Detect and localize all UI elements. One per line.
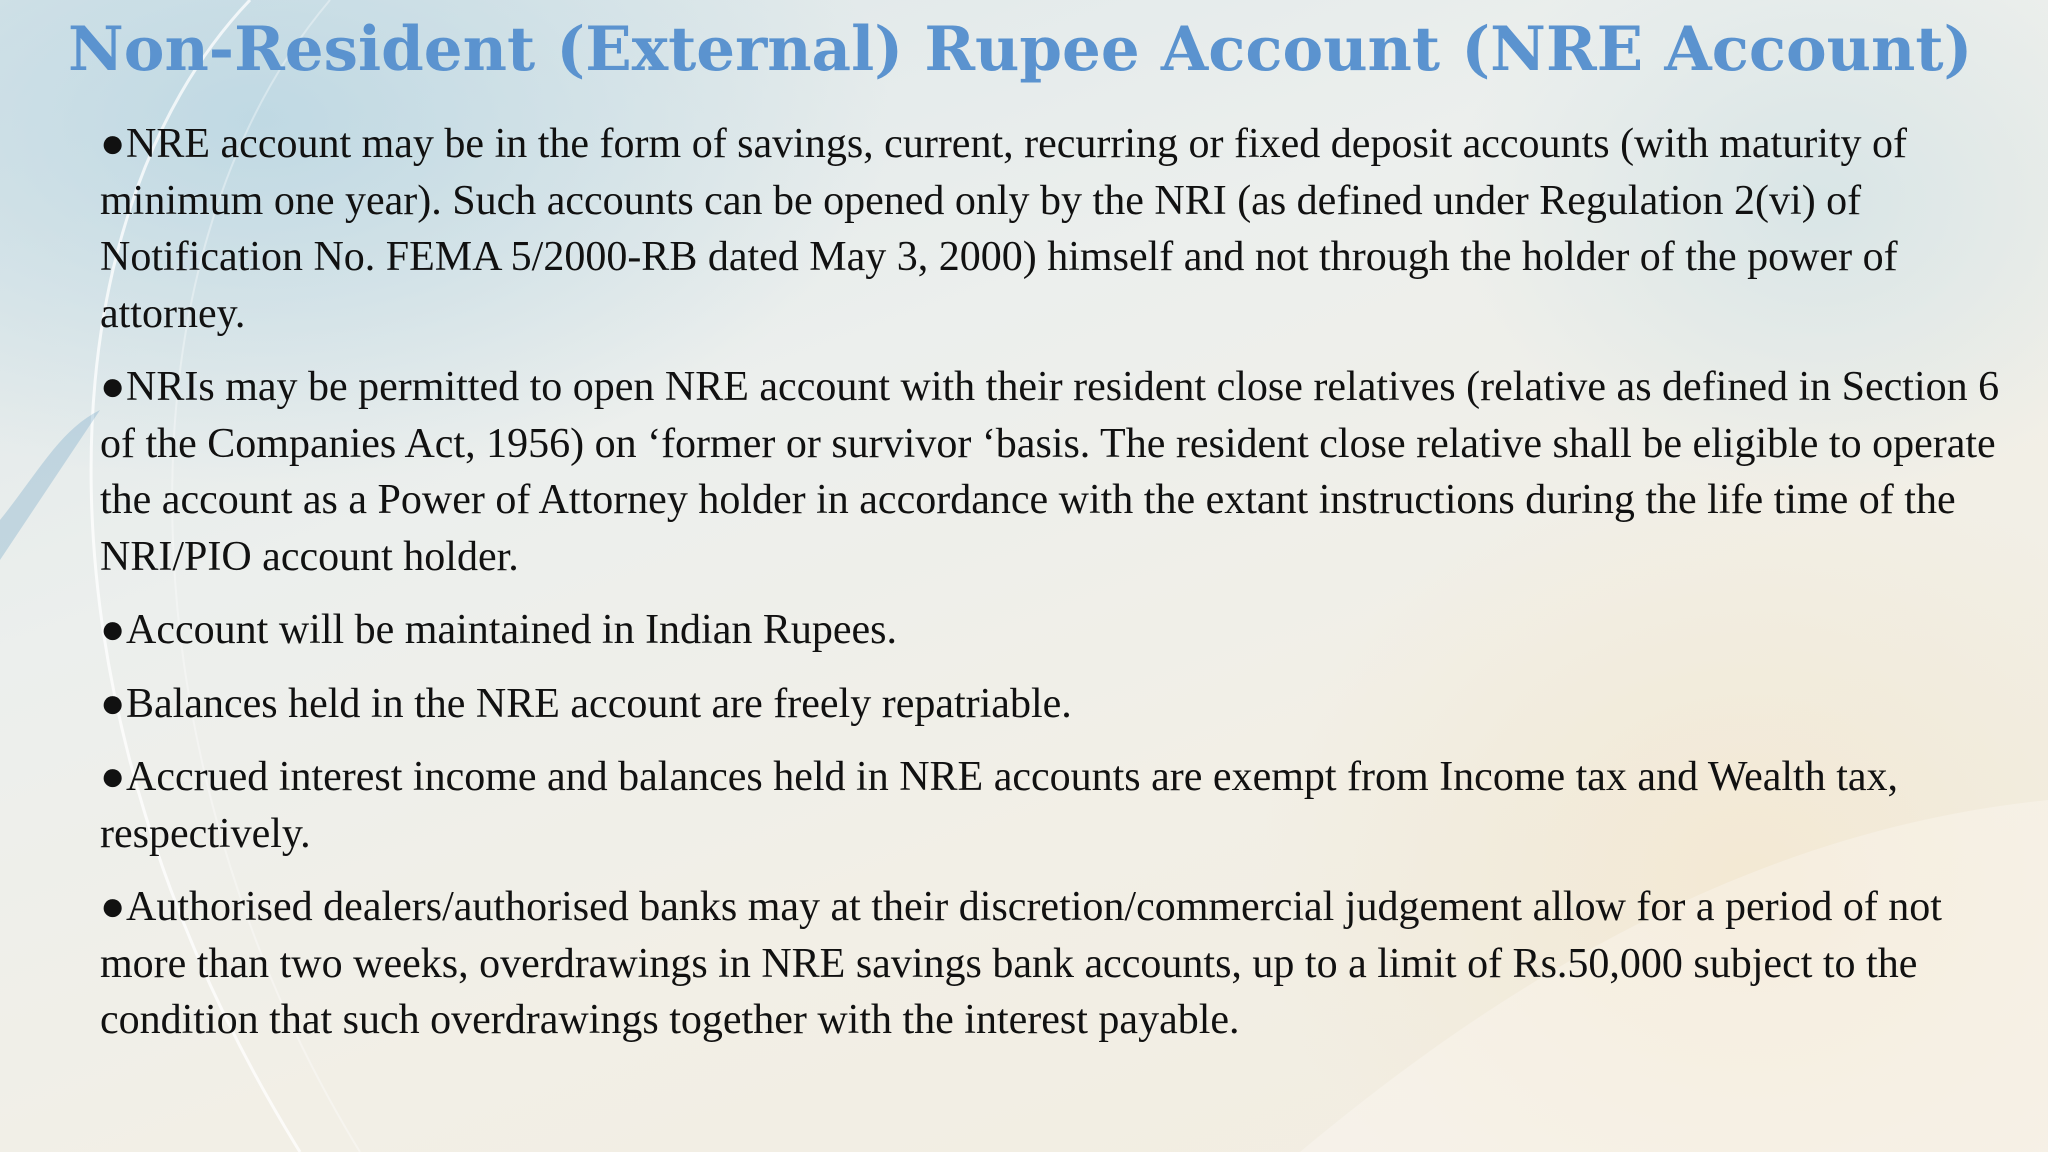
bullet-text: Authorised dealers/authorised banks may at their discretion/commercial judgement allow for a period of not more than two weeks, overdrawings in NRE savings bank accounts, up to a limit of Rs.50,000 subject to the condition that such overdrawings together with the interest payable. xyxy=(100,884,1942,1043)
bullet-text: NRE account may be in the form of savings, current, recurring or fixed deposit accounts (with maturity of minimum one year). Such accounts can be opened only by the NRI (as defined under Regulation 2(vi) of Notification No. FEMA 5/2000-RB dated May 3, 2000) himself and not through the holder of the power of attorney. xyxy=(100,121,1908,337)
bullet-item xyxy=(100,676,2000,733)
bullet-text: NRIs may be permitted to open NRE account with their resident close relatives (relative as defined in Section 6 of the Companies Act, 1956) on ‘former or survivor ‘basis. The resident close relative shall be eligible to operate the account as a Power of Attorney holder in accordance with the extant instructions during the life time of the NRI/PIO account holder. xyxy=(100,364,2000,580)
bullet-item xyxy=(100,116,2000,342)
slide-title: Non-Resident (External) Rupee Account (NRE Account) xyxy=(68,14,1973,85)
bullet-item xyxy=(100,749,2000,862)
bullet-dot-icon: ● xyxy=(100,680,126,727)
bullet-text: Account will be maintained in Indian Rupees. xyxy=(126,607,898,653)
bullet-item xyxy=(100,602,2000,659)
bullet-dot-icon: ● xyxy=(100,364,126,410)
bullet-dot-icon: ● xyxy=(100,607,126,653)
bullet-dot-icon: ● xyxy=(100,121,126,167)
bullet-item xyxy=(100,359,2000,585)
bullet-dot-icon: ● xyxy=(100,884,126,930)
bullet-item xyxy=(100,879,2000,1049)
bullet-list xyxy=(100,116,2000,1066)
bullet-text: Balances held in the NRE account are freely repatriable. xyxy=(126,680,1072,727)
bullet-text: Accrued interest income and balances held in NRE accounts are exempt from Income tax and Wealth tax, respectively. xyxy=(100,754,1899,857)
bullet-dot-icon: ● xyxy=(100,754,126,800)
